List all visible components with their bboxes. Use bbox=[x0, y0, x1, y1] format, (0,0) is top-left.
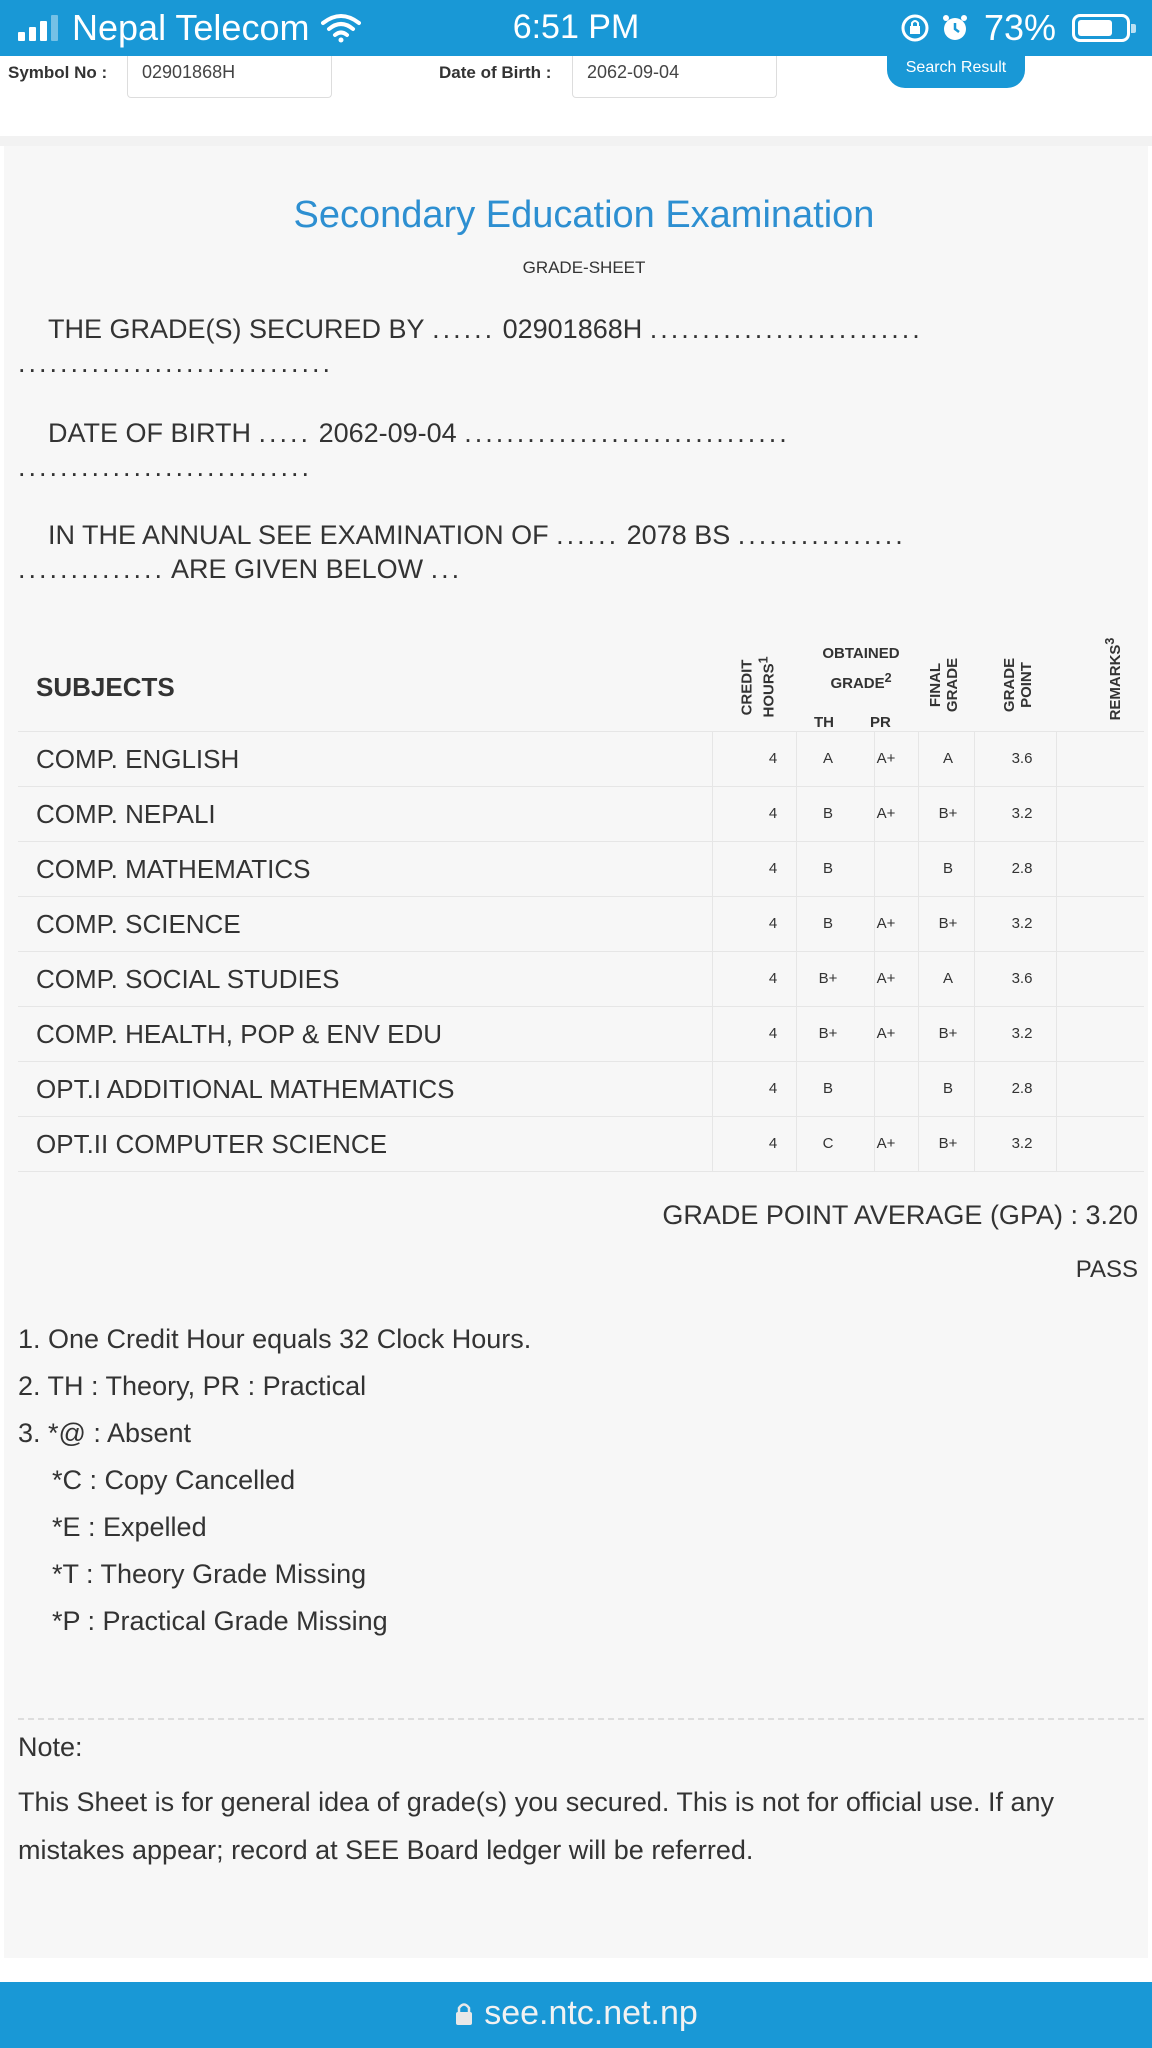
lock-icon bbox=[454, 2001, 474, 2027]
col-final-line2: GRADE bbox=[944, 657, 961, 713]
column-divider bbox=[712, 787, 713, 842]
final-grade-cell: B+ bbox=[938, 1025, 958, 1042]
column-divider bbox=[1056, 1007, 1057, 1062]
note-title: Note: bbox=[18, 1732, 83, 1762]
column-divider bbox=[918, 1062, 919, 1117]
final-grade-cell: A bbox=[942, 750, 953, 767]
credit-hours-cell: 4 bbox=[768, 1025, 778, 1042]
column-divider bbox=[796, 1062, 797, 1117]
exam-line-suffix: ARE GIVEN BELOW bbox=[171, 554, 424, 584]
column-divider bbox=[712, 1117, 713, 1172]
col-final-grade bbox=[927, 655, 961, 715]
footnote-practical-missing: *P : Practical Grade Missing bbox=[52, 1606, 388, 1636]
col-credit-hours bbox=[739, 658, 778, 718]
dob-line: DATE OF BIRTH ..... 2062-09-04 ............................... ............................ bbox=[18, 418, 790, 482]
col-final-line1: FINAL bbox=[927, 662, 944, 708]
battery-icon bbox=[1072, 14, 1130, 42]
status-bar bbox=[0, 0, 1152, 56]
final-grade-cell: B+ bbox=[938, 915, 958, 932]
col-obtained-sup: 2 bbox=[884, 671, 892, 685]
footnote-3: 3. *@ : Absent bbox=[18, 1418, 192, 1448]
column-divider bbox=[974, 952, 975, 1007]
pr-grade-cell: A+ bbox=[876, 1025, 896, 1042]
subject-name: OPT.I ADDITIONAL MATHEMATICS bbox=[36, 1074, 455, 1104]
subject-name: COMP. SOCIAL STUDIES bbox=[36, 964, 340, 994]
column-divider bbox=[918, 897, 919, 952]
column-divider bbox=[1056, 897, 1057, 952]
dob-line-value: 2062-09-04 bbox=[318, 418, 457, 448]
column-divider bbox=[918, 732, 919, 787]
column-divider bbox=[796, 897, 797, 952]
column-divider bbox=[918, 787, 919, 842]
column-divider bbox=[874, 1062, 875, 1117]
grade-sheet-subtitle: GRADE-SHEET bbox=[522, 258, 646, 277]
final-grade-cell: B bbox=[942, 860, 953, 877]
status-time: 6:51 PM bbox=[512, 8, 640, 46]
column-divider bbox=[918, 952, 919, 1007]
col-subjects: SUBJECTS bbox=[36, 672, 175, 702]
symbol-label: Symbol No : bbox=[8, 63, 108, 82]
battery-percent: 73% bbox=[983, 7, 1056, 48]
column-divider bbox=[974, 1007, 975, 1062]
column-divider bbox=[712, 1007, 713, 1062]
final-grade-cell: A bbox=[942, 970, 953, 987]
subject-name: OPT.II COMPUTER SCIENCE bbox=[36, 1129, 388, 1159]
th-grade-cell: B bbox=[822, 860, 833, 877]
dob-input[interactable]: 2062-09-04 bbox=[572, 56, 777, 98]
col-gp-line1: GRADE bbox=[1001, 657, 1018, 713]
section-divider bbox=[0, 136, 1152, 146]
status-bar-right bbox=[900, 6, 1130, 50]
result-status: PASS bbox=[1075, 1256, 1138, 1283]
final-grade-cell: B+ bbox=[938, 805, 958, 822]
col-obtained-line1: OBTAINED bbox=[822, 645, 900, 662]
pr-grade-cell: A+ bbox=[876, 915, 896, 932]
search-result-button[interactable]: Search Result bbox=[887, 56, 1025, 88]
exam-line: IN THE ANNUAL SEE EXAMINATION OF ...... 2078 BS ................ .............. ARE GIVEN BELOW ... bbox=[18, 520, 906, 584]
col-grade-point bbox=[1001, 655, 1035, 715]
th-grade-cell: B bbox=[822, 915, 833, 932]
column-divider bbox=[918, 1117, 919, 1172]
col-th: TH bbox=[814, 714, 834, 731]
gpa-value: GRADE POINT AVERAGE (GPA) : 3.20 bbox=[662, 1200, 1138, 1230]
col-credit-line2: HOURS bbox=[760, 663, 778, 718]
grade-point-cell: 2.8 bbox=[1011, 860, 1033, 877]
th-grade-cell: B+ bbox=[818, 970, 838, 987]
grade-point-cell: 3.2 bbox=[1011, 805, 1033, 822]
note-text: This Sheet is for general idea of grade(s) you secured. This is not for official use. If any mistakes appear; record at SEE Board ledger will be referred. bbox=[18, 1787, 1055, 1865]
exam-line-value: 2078 BS bbox=[626, 520, 731, 550]
col-remarks-sup: 3 bbox=[1103, 637, 1117, 645]
col-pr: PR bbox=[870, 714, 891, 731]
column-divider bbox=[712, 732, 713, 787]
grade-point-cell: 3.6 bbox=[1011, 970, 1033, 987]
footnote-1: 1. One Credit Hour equals 32 Clock Hours. bbox=[18, 1324, 532, 1354]
credit-hours-cell: 4 bbox=[768, 805, 778, 822]
column-divider bbox=[1056, 732, 1057, 787]
th-grade-cell: B+ bbox=[818, 1025, 838, 1042]
column-divider bbox=[974, 1062, 975, 1117]
column-divider bbox=[796, 842, 797, 897]
column-divider bbox=[712, 842, 713, 897]
subject-name: COMP. MATHEMATICS bbox=[36, 854, 311, 884]
th-grade-cell: B bbox=[822, 805, 833, 822]
grade-point-cell: 3.2 bbox=[1011, 1025, 1033, 1042]
credit-hours-cell: 4 bbox=[768, 915, 778, 932]
credit-hours-cell: 4 bbox=[768, 1080, 778, 1097]
note-separator bbox=[18, 1718, 1144, 1720]
column-divider bbox=[796, 732, 797, 787]
table-row bbox=[18, 951, 1144, 1006]
column-divider bbox=[974, 787, 975, 842]
search-form bbox=[0, 56, 1152, 136]
subject-name: COMP. ENGLISH bbox=[36, 744, 240, 774]
column-divider bbox=[918, 842, 919, 897]
secured-by-label: THE GRADE(S) SECURED BY bbox=[48, 314, 425, 344]
column-divider bbox=[1056, 952, 1057, 1007]
col-remarks-label: REMARKS bbox=[1107, 644, 1124, 721]
exam-title: Secondary Education Examination bbox=[293, 194, 875, 236]
column-divider bbox=[712, 897, 713, 952]
col-credit-line1: CREDIT bbox=[738, 659, 756, 716]
subject-name: COMP. NEPALI bbox=[36, 799, 216, 829]
column-divider bbox=[1056, 1062, 1057, 1117]
footnote-2: 2. TH : Theory, PR : Practical bbox=[18, 1371, 367, 1401]
col-gp-line2: POINT bbox=[1018, 662, 1035, 708]
footnote-expelled: *E : Expelled bbox=[52, 1512, 207, 1542]
column-divider bbox=[918, 1007, 919, 1062]
grade-point-cell: 3.6 bbox=[1011, 750, 1033, 767]
column-divider bbox=[712, 1062, 713, 1117]
column-divider bbox=[1056, 787, 1057, 842]
table-row bbox=[18, 896, 1144, 951]
grade-point-cell: 3.2 bbox=[1011, 1135, 1033, 1152]
table-row bbox=[18, 786, 1144, 841]
column-divider bbox=[1056, 842, 1057, 897]
column-divider bbox=[974, 897, 975, 952]
table-row bbox=[18, 1116, 1144, 1171]
table-row bbox=[18, 1006, 1144, 1061]
column-divider bbox=[712, 952, 713, 1007]
column-divider bbox=[796, 952, 797, 1007]
pr-grade-cell: A+ bbox=[876, 970, 896, 987]
grade-point-cell: 2.8 bbox=[1011, 1080, 1033, 1097]
exam-line-label: IN THE ANNUAL SEE EXAMINATION OF bbox=[48, 520, 549, 550]
dob-label: Date of Birth : bbox=[439, 63, 552, 82]
credit-hours-cell: 4 bbox=[768, 860, 778, 877]
column-divider bbox=[974, 732, 975, 787]
column-divider bbox=[1056, 1117, 1057, 1172]
credit-hours-cell: 4 bbox=[768, 970, 778, 987]
column-divider bbox=[796, 1007, 797, 1062]
subject-name: COMP. HEALTH, POP & ENV EDU bbox=[36, 1019, 442, 1049]
column-divider bbox=[974, 1117, 975, 1172]
url-text: see.ntc.net.np bbox=[484, 1994, 698, 2032]
table-bottom-border bbox=[18, 1171, 1144, 1172]
grade-point-cell: 3.2 bbox=[1011, 915, 1033, 932]
table-row bbox=[18, 1061, 1144, 1116]
table-row bbox=[18, 841, 1144, 896]
column-divider bbox=[874, 842, 875, 897]
dob-line-label: DATE OF BIRTH bbox=[48, 418, 252, 448]
column-divider bbox=[796, 1117, 797, 1172]
pr-grade-cell: A+ bbox=[876, 750, 896, 767]
column-divider bbox=[974, 842, 975, 897]
col-obtained-line2: GRADE bbox=[830, 675, 885, 692]
footnote-copy-cancelled: *C : Copy Cancelled bbox=[52, 1465, 296, 1495]
orientation-lock-icon bbox=[900, 13, 930, 43]
secured-by-line: THE GRADE(S) SECURED BY ...... 02901868H .......................... .............................. bbox=[18, 314, 923, 378]
column-divider bbox=[796, 787, 797, 842]
th-grade-cell: A bbox=[822, 750, 833, 767]
url-bar[interactable] bbox=[0, 1982, 1152, 2048]
footnote-theory-missing: *T : Theory Grade Missing bbox=[52, 1559, 367, 1589]
th-grade-cell: C bbox=[822, 1135, 834, 1152]
col-obtained-grade bbox=[804, 642, 918, 696]
alarm-icon bbox=[940, 13, 970, 43]
table-row bbox=[18, 731, 1144, 786]
final-grade-cell: B bbox=[942, 1080, 953, 1097]
symbol-input[interactable]: 02901868H bbox=[127, 56, 332, 98]
grade-sheet bbox=[4, 146, 1148, 1958]
pr-grade-cell: A+ bbox=[876, 805, 896, 822]
subject-name: COMP. SCIENCE bbox=[36, 909, 241, 939]
credit-hours-cell: 4 bbox=[768, 1135, 778, 1152]
credit-hours-cell: 4 bbox=[768, 750, 778, 767]
th-grade-cell: B bbox=[822, 1080, 833, 1097]
pr-grade-cell: A+ bbox=[876, 1135, 896, 1152]
secured-by-value: 02901868H bbox=[502, 314, 643, 344]
final-grade-cell: B+ bbox=[938, 1135, 958, 1152]
carrier-name: Nepal Telecom bbox=[72, 7, 310, 48]
col-credit-sup: 1 bbox=[756, 656, 771, 664]
col-remarks bbox=[1102, 634, 1124, 724]
